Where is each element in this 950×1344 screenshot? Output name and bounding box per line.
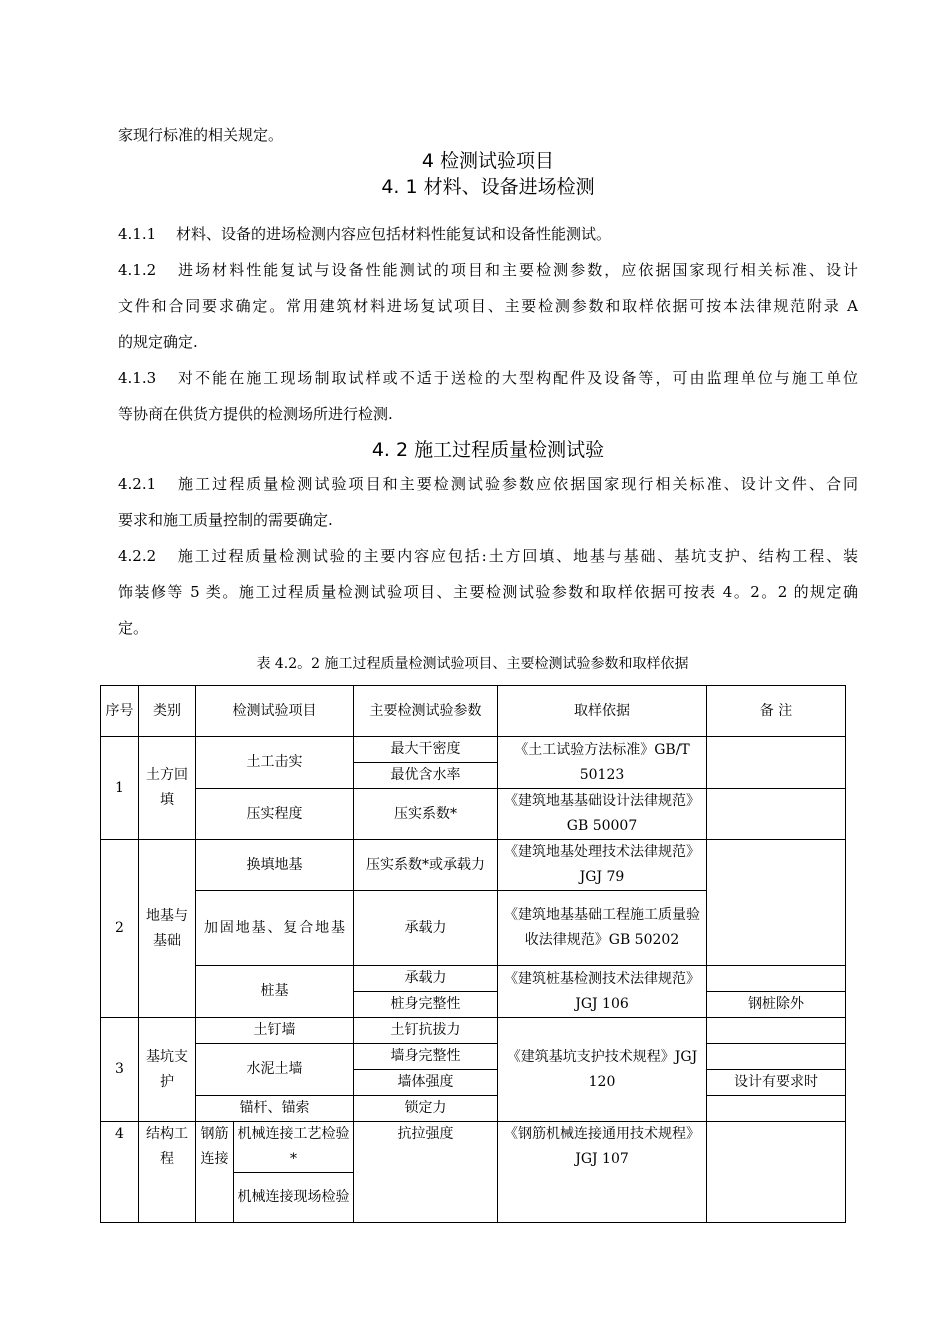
inspection-table — [100, 685, 846, 1223]
table-row — [101, 1044, 846, 1070]
note-cell — [707, 966, 846, 992]
param-cell: 抗拉强度 — [354, 1122, 498, 1223]
param-cell: 桩身完整性 — [354, 992, 498, 1018]
table-header-row — [101, 686, 846, 737]
item-cell: 换填地基 — [196, 840, 354, 891]
header-basis: 取样依据 — [498, 686, 707, 737]
seq-cell: 2 — [101, 840, 139, 1018]
paragraph-4-1-3-line-1 — [118, 368, 858, 388]
param-cell: 最优含水率 — [354, 763, 498, 789]
item-cell: 桩基 — [196, 966, 354, 1018]
seq-cell: 1 — [101, 737, 139, 840]
sub-category-cell: 钢筋连接 — [196, 1122, 234, 1223]
table-row — [101, 840, 846, 891]
clause-number: 4.1.2 — [118, 261, 157, 279]
paragraph-text: 对不能在施工现场制取试样或不适于送检的大型构配件及设备等，可由监理单位与施工单位 — [176, 369, 858, 387]
param-cell: 墙体强度 — [354, 1070, 498, 1096]
param-cell: 承载力 — [354, 891, 498, 966]
table-row — [101, 1018, 846, 1044]
note-cell: 设计有要求时 — [707, 1070, 846, 1096]
param-cell: 土钉抗拔力 — [354, 1018, 498, 1044]
basis-cell: 《建筑地基基础工程施工质量验收法律规范》GB 50202 — [498, 891, 707, 966]
category-cell: 土方回填 — [139, 737, 196, 840]
clause-number: 4.1.1 — [118, 225, 157, 243]
basis-cell: 《土工试验方法标准》GB/T 50123 — [498, 737, 707, 789]
paragraph-4-1-2-line-3: 的规定确定. — [118, 333, 198, 351]
item-cell: 水泥土墙 — [196, 1044, 354, 1096]
param-cell: 最大干密度 — [354, 737, 498, 763]
header-note: 备 注 — [707, 686, 846, 737]
seq-cell: 4 — [101, 1122, 139, 1223]
paragraph-4-2-1-line-1 — [118, 474, 858, 494]
basis-cell: 《建筑基坑支护技术规程》JGJ 120 — [498, 1018, 707, 1122]
clause-number: 4.2.1 — [118, 475, 157, 493]
clause-number: 4.1.3 — [118, 369, 157, 387]
paragraph-4-1-3-line-2: 等协商在供货方提供的检测场所进行检测. — [118, 405, 393, 423]
header-item: 检测试验项目 — [196, 686, 354, 737]
section-heading-4-2: 4. 2 施工过程质量检测试验 — [371, 439, 605, 461]
item-cell: 机械连接工艺检验* — [234, 1122, 354, 1173]
param-cell: 承载力 — [354, 966, 498, 992]
section-heading-4-1: 4. 1 材料、设备进场检测 — [381, 176, 595, 198]
paragraph-4-1-2-line-2: 文件和合同要求确定。常用建筑材料进场复试项目、主要检测参数和取样依据可按本法律规范附录 A — [118, 297, 858, 315]
paragraph-4-1-2-line-1 — [118, 260, 858, 280]
item-cell: 机械连接现场检验 — [234, 1173, 354, 1223]
paragraph-text: 进场材料性能复试与设备性能测试的项目和主要检测参数，应依据国家现行相关标准、设计 — [176, 261, 858, 279]
item-cell: 锚杆、锚索 — [196, 1096, 354, 1122]
header-param: 主要检测试验参数 — [354, 686, 498, 737]
table-row — [101, 1096, 846, 1122]
paragraph-4-2-2-line-2: 饰装修等 5 类。施工过程质量检测试验项目、主要检测试验参数和取样依据可按表 4。2。2 的规定确 — [118, 583, 858, 601]
chapter-heading: 4 检测试验项目 — [421, 150, 555, 172]
note-cell — [707, 1096, 846, 1122]
paragraph-4-2-1-line-2: 要求和施工质量控制的需要确定. — [118, 511, 333, 529]
note-cell — [707, 1044, 846, 1070]
category-cell: 地基与基础 — [139, 840, 196, 1018]
param-cell: 压实系数* — [354, 789, 498, 840]
basis-cell: 《建筑地基处理技术法律规范》JGJ 79 — [498, 840, 707, 891]
clause-number: 4.2.2 — [118, 547, 157, 565]
category-cell: 结构工程 — [139, 1122, 196, 1223]
param-cell: 墙身完整性 — [354, 1044, 498, 1070]
table-row — [101, 737, 846, 763]
basis-cell: 《建筑桩基检测技术法律规范》JGJ 106 — [498, 966, 707, 1018]
paragraph-text: 施工过程质量检测试验的主要内容应包括:土方回填、地基与基础、基坑支护、结构工程、装 — [176, 547, 858, 565]
header-seq: 序号 — [101, 686, 139, 737]
basis-cell: 《钢筋机械连接通用技术规程》JGJ 107 — [498, 1122, 707, 1223]
paragraph-4-2-2-line-3: 定。 — [118, 619, 149, 637]
note-cell — [707, 737, 846, 789]
note-cell — [707, 1018, 846, 1044]
item-cell: 加固地基、复合地基 — [196, 891, 354, 966]
table-row — [101, 789, 846, 815]
note-cell — [707, 1122, 846, 1223]
table-caption: 表 4.2。2 施工过程质量检测试验项目、主要检测试验参数和取样依据 — [256, 656, 689, 672]
paragraph-text: 施工过程质量检测试验项目和主要检测试验参数应依据国家现行相关标准、设计文件、合同 — [176, 475, 858, 493]
note-cell: 钢桩除外 — [707, 992, 846, 1018]
table-row — [101, 966, 846, 992]
item-cell: 土工击实 — [196, 737, 354, 789]
paragraph-4-1-1 — [118, 224, 858, 244]
item-cell: 压实程度 — [196, 789, 354, 840]
paragraph-text: 材料、设备的进场检测内容应包括材料性能复试和设备性能测试。 — [176, 225, 612, 243]
top-line: 家现行标准的相关规定。 — [118, 126, 284, 144]
note-cell — [707, 789, 846, 840]
item-cell: 土钉墙 — [196, 1018, 354, 1044]
table-row — [101, 1122, 846, 1173]
paragraph-4-2-2-line-1 — [118, 546, 858, 566]
param-cell: 锁定力 — [354, 1096, 498, 1122]
header-category: 类别 — [139, 686, 196, 737]
category-cell: 基坑支护 — [139, 1018, 196, 1122]
seq-cell: 3 — [101, 1018, 139, 1122]
note-cell — [707, 840, 846, 966]
basis-cell: 《建筑地基基础设计法律规范》GB 50007 — [498, 789, 707, 840]
param-cell: 压实系数*或承载力 — [354, 840, 498, 891]
